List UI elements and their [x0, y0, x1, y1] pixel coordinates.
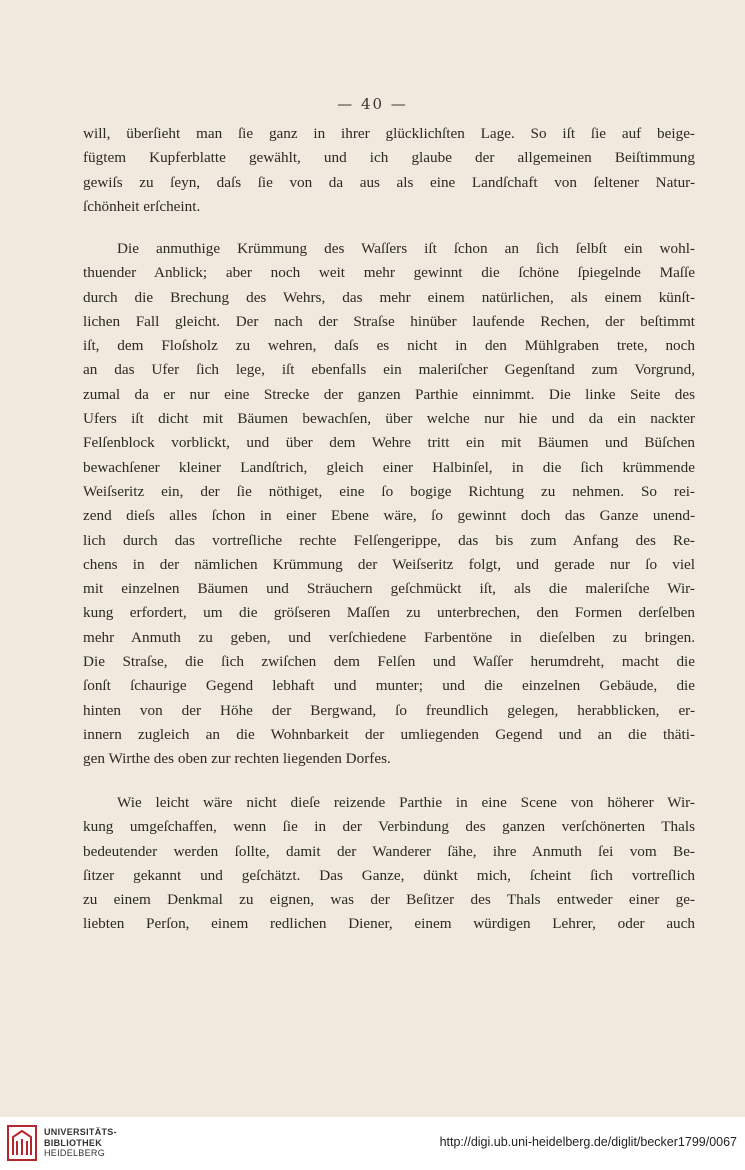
text-line: mit einzelnen Bäumen und Sträuchern geſchmückt iſt, als die maleriſche Wir- [83, 580, 695, 598]
text-line: fügtem Kupferblatte gewählt, und ich glaube der allgemeinen Beiſtimmung [83, 149, 695, 167]
page-number: — 40 — [337, 95, 408, 113]
text-line: innern zugleich an die Wohnbarkeit der umliegenden Gegend und an die thäti- [83, 725, 695, 743]
text-line: bedeutender werden ſollte, damit der Wanderer ſähe, ihre Anmuth ſei vom Be- [83, 842, 695, 860]
source-url-link[interactable]: http://digi.ub.uni-heidelberg.de/diglit/becker1799/0067 [439, 1135, 737, 1149]
text-line: thuender Anblick; aber noch weit mehr gewinnt die ſchöne ſpiegelnde Maſſe [83, 264, 695, 282]
text-line: Felſenblock vorblickt, und über dem Wehre tritt ein mit Bäumen und Büſchen [83, 434, 695, 452]
text-line: chens in der nämlichen Krümmung der Weiſseritz folgt, und gerade nur ſo viel [83, 555, 695, 573]
text-line: lichen Fall gleicht. Der nach der Straſse hinüber laufende Rechen, der beſtimmt [83, 312, 695, 330]
text-line: Weiſseritz ein, der ſie nöthiget, eine ſo bogige Richtung zu nehmen. So rei- [83, 482, 695, 500]
text-line: Wie leicht wäre nicht dieſe reizende Parthie in eine Scene von höherer Wir- [117, 794, 695, 811]
text-line: gen Wirthe des oben zur rechten liegenden Dorfes. [83, 750, 391, 768]
text-line: bewachſener kleiner Landſtrich, gleich einer Halbinſel, in die ſich krümmende [83, 458, 695, 476]
paragraph-1 [83, 122, 695, 219]
library-logo-icon [7, 1125, 37, 1161]
text-line: zend dieſs alles ſchon in einer Ebene wäre, ſo gewinnt doch das Ganze unend- [83, 507, 695, 525]
library-name-line: BIBLIOTHEK [44, 1137, 102, 1148]
text-line: Die anmuthige Krümmung des Waſſers iſt ſchon an ſich ſelbſt ein wohl- [117, 240, 695, 257]
library-name-line: UNIVERSITÄTS- [44, 1127, 117, 1137]
text-line: hinten von der Höhe der Bergwand, ſo freundlich gelegen, herabblicken, er- [83, 701, 695, 719]
text-line: zumal da er nur eine Strecke der ganzen Parthie einnimmt. Die linke Seite des [83, 385, 695, 403]
paragraph-2 [83, 237, 695, 772]
text-line: liebten Perſon, einem redlichen Diener, einem würdigen Lehrer, oder auch [83, 915, 695, 933]
footer-bar [0, 1117, 745, 1170]
library-name-line: HEIDELBERG [44, 1148, 106, 1158]
text-line: ſonſt ſchaurige Gegend lebhaft und munter; und die einzelnen Gebäude, die [83, 677, 695, 695]
text-line: kung erfordert, um die gröſseren Maſſen zu unterbrechen, den Formen derſelben [83, 604, 695, 622]
text-line: gewiſs zu ſeyn, daſs ſie von da aus als eine Landſchaft von ſeltener Natur- [83, 173, 695, 191]
text-line: lich durch das vortreſliche rechte Felſengerippe, das bis zum Anfang des Re- [83, 531, 695, 549]
text-line: ſchönheit erſcheint. [83, 197, 201, 215]
text-line: an das Ufer ſich lege, iſt ebenfalls ein maleriſcher Gegenſtand zum Vorgrund, [83, 361, 695, 379]
library-name [44, 1127, 117, 1159]
text-line: zu einem Denkmal zu eignen, was der Beſitzer des Thals entweder einer ge- [83, 891, 695, 909]
text-line: kung umgeſchaffen, wenn ſie in der Verbindung des ganzen verſchönerten Thals [83, 818, 695, 836]
paragraph-3 [83, 791, 695, 937]
text-line: ſitzer gekannt und geſchätzt. Das Ganze, dünkt mich, ſcheint ſich vortreſlich [83, 866, 695, 884]
text-line: will, überſieht man ſie ganz in ihrer glücklichſten Lage. So iſt ſie auf beige- [83, 125, 695, 142]
text-line: iſt, dem Floſsholz zu wehren, daſs es nicht in den Mühlgraben trete, noch [83, 337, 695, 355]
text-line: Ufers iſt dicht mit Bäumen bewachſen, über welche nur hie und da ein nackter [83, 410, 695, 428]
text-line: mehr Anmuth zu geben, und verſchiedene Farbentöne in dieſelben zu bringen. [83, 628, 695, 646]
text-line: durch die Brechung des Wehrs, das mehr einem natürlichen, als einem künſt- [83, 288, 695, 306]
text-line: Die Straſse, die ſich zwiſchen dem Felſen und Waſſer herumdreht, macht die [83, 653, 695, 671]
